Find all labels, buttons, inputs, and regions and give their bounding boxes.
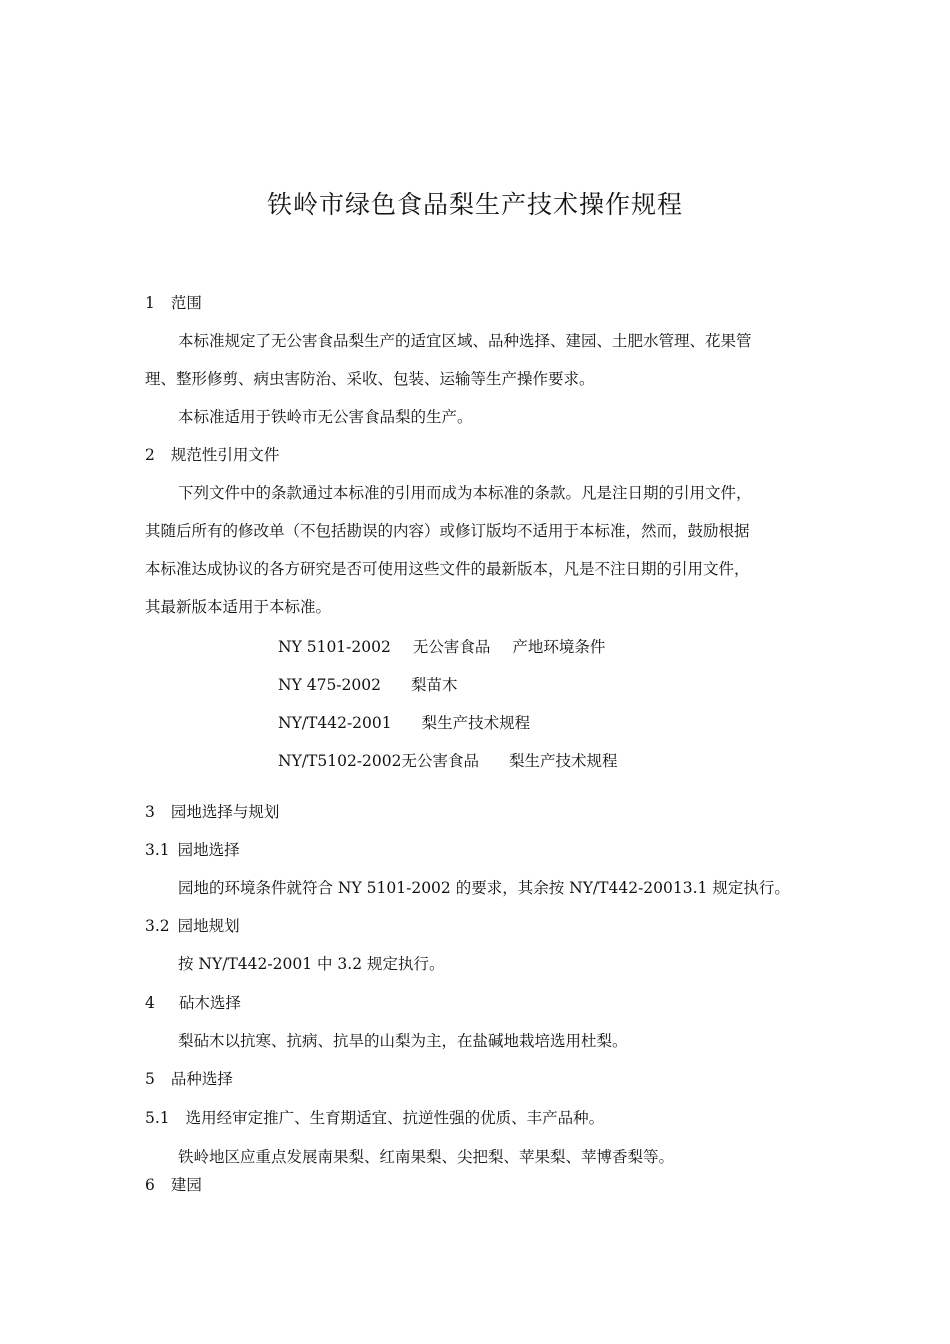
reference-title: 无公害食品 [401,752,480,770]
section-2-paragraph-line-1: 下列文件中的条款通过本标准的引用而成为本标准的条款。凡是注日期的引用文件， [178,484,752,502]
reference-title: 梨生产技术规程 [421,714,531,732]
reference-title: 产地环境条件 [512,638,606,656]
subsection-5-1 [145,1107,604,1129]
subsection-number: 5.1 [145,1109,170,1127]
reference-code: NY/T442-2001 [278,714,392,732]
section-1-heading [145,292,202,314]
section-3-heading [145,801,279,823]
section-heading-text: 园地选择与规划 [170,803,280,821]
reference-title: 梨苗木 [411,676,458,694]
section-2-paragraph-line-4: 其最新版本适用于本标准。 [145,598,332,616]
section-heading-text: 范围 [170,294,202,312]
section-1-paragraph-1-line-1: 本标准规定了无公害食品梨生产的适宜区域、品种选择、建园、土肥水管理、花果管 [178,332,752,350]
reference-item [278,750,618,772]
reference-code: NY 5101-2002 [278,638,391,656]
subsection-number: 3.1 [145,841,170,859]
subsection-heading-text: 园地选择 [177,841,240,859]
section-2-heading [145,444,279,466]
section-heading-text: 砧木选择 [178,994,241,1012]
section-number: 1 [145,294,155,312]
reference-title: 无公害食品 [412,638,491,656]
section-number: 6 [145,1176,155,1194]
reference-code: NY/T5102-2002 [278,752,402,770]
subsection-heading-text: 园地规划 [177,917,240,935]
subsection-text: 选用经审定推广、生育期适宜、抗逆性强的优质、丰产品种。 [185,1109,605,1127]
subsection-3-2-text: 按 NY/T442-2001 中 3.2 规定执行。 [178,955,445,973]
section-heading-text: 规范性引用文件 [170,446,280,464]
section-5-text: 铁岭地区应重点发展南果梨、红南果梨、尖把梨、苹果梨、苹博香梨等。 [178,1148,675,1166]
section-4-text: 梨砧木以抗寒、抗病、抗旱的山梨为主，在盐碱地栽培选用杜梨。 [178,1032,628,1050]
subsection-3-1-heading [145,839,240,861]
section-1-paragraph-2: 本标准适用于铁岭市无公害食品梨的生产。 [178,408,473,426]
section-heading-text: 品种选择 [170,1070,233,1088]
subsection-3-1-text: 园地的环境条件就符合 NY 5101-2002 的要求，其余按 NY/T442-20013.1 规定执行。 [178,879,790,897]
section-number: 2 [145,446,155,464]
section-2-paragraph-line-3: 本标准达成协议的各方研究是否可使用这些文件的最新版本，凡是不注日期的引用文件， [145,560,750,578]
reference-title: 梨生产技术规程 [509,752,618,770]
subsection-number: 3.2 [145,917,170,935]
section-4-heading [145,992,241,1014]
section-2-paragraph-line-2: 其随后所有的修改单（不包括勘误的内容）或修订版均不适用于本标准，然而，鼓励根据 [145,522,750,540]
section-1-paragraph-1-line-2: 理、整形修剪、病虫害防治、采收、包装、运输等生产操作要求。 [145,370,595,388]
reference-item [278,636,605,658]
section-6-heading [145,1174,202,1196]
section-5-heading [145,1068,233,1090]
subsection-3-2-heading [145,915,240,937]
reference-item [278,674,458,696]
section-number: 3 [145,803,155,821]
document-title: 铁岭市绿色食品梨生产技术操作规程 [266,190,683,219]
reference-code: NY 475-2002 [278,676,381,694]
section-heading-text: 建园 [170,1176,202,1194]
section-number: 5 [145,1070,155,1088]
reference-item [278,712,530,734]
section-number: 4 [145,994,155,1012]
